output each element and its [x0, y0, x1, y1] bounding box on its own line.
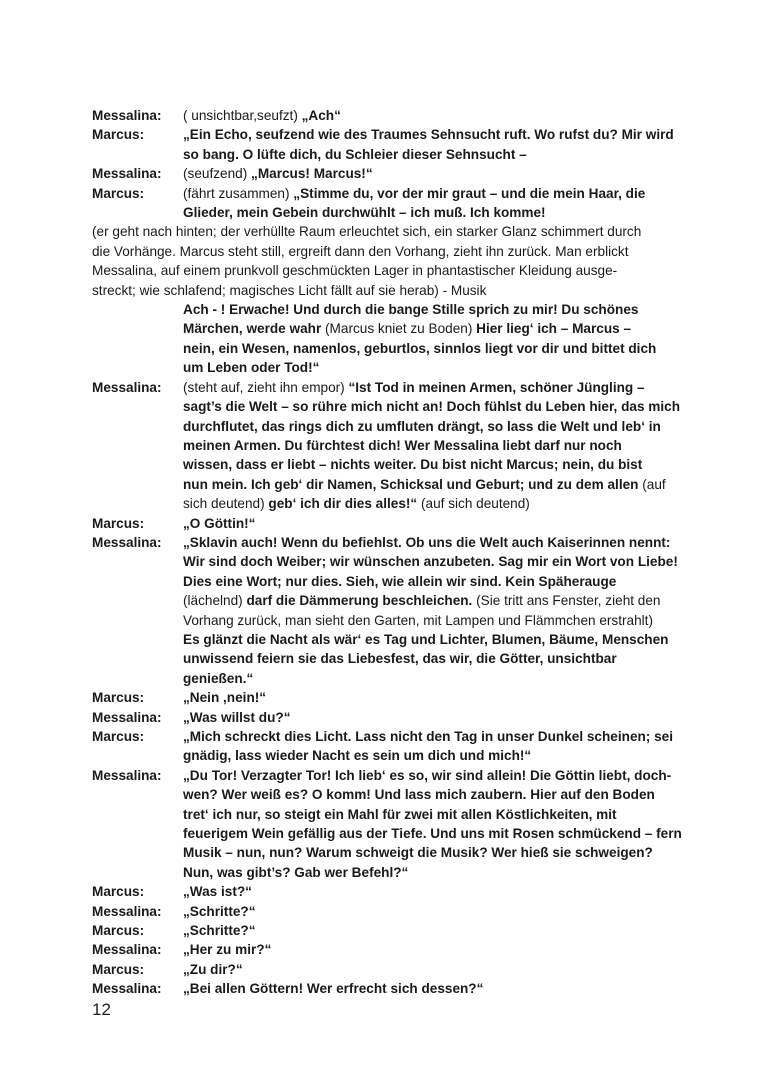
spoken-text: Musik – nun, nun? Warum schweigt die Musik? Wer hieß sie schweigen?: [183, 845, 653, 861]
line-text: [183, 824, 692, 843]
dialogue-line: [92, 203, 692, 222]
line-text: [183, 436, 692, 455]
stage-direction: (Sie tritt ans Fenster, zieht den: [476, 593, 661, 609]
spoken-text: meinen Armen. Du fürchtest dich! Wer Messalina liebt darf nur noch: [183, 437, 622, 453]
spoken-text: sagt’s die Welt – so rühre mich nicht an! Doch fühlst du Leben hier, das mich: [183, 399, 681, 415]
spoken-text: Märchen, werde wahr: [183, 321, 326, 337]
line-text: [183, 164, 692, 183]
spoken-text: „Zu dir?“: [183, 961, 243, 977]
dialogue-line: [92, 145, 692, 164]
dialogue-line: [92, 785, 692, 804]
spoken-text: geb‘ ich dir dies alles!“: [268, 496, 422, 512]
stage-direction: (seufzend): [183, 166, 252, 182]
line-text: [183, 591, 692, 610]
line-text: [183, 940, 692, 959]
dialogue-line: [92, 300, 692, 319]
stage-direction-line: [92, 281, 692, 300]
dialogue-line: [92, 824, 692, 843]
line-text: [183, 746, 692, 765]
stage-direction: Vorhang zurück, man sieht den Garten, mit Lampen und Flämmchen erstrahlt): [183, 612, 653, 628]
spoken-text: gnädig, lass wieder Nacht es sein um dich und mich!“: [183, 748, 532, 764]
dialogue-line: [92, 417, 692, 436]
dialogue-line: [92, 746, 692, 765]
stage-direction: (er geht nach hinten; der verhüllte Raum erleuchtet sich, ein starker Glanz schimmert durch: [92, 224, 642, 240]
speaker-name: Marcus:: [92, 923, 145, 939]
dialogue-line: [92, 843, 692, 862]
spoken-text: Glieder, mein Gebein durchwühlt – ich muß. Ich komme!: [183, 205, 546, 221]
spoken-text: genießen.“: [183, 670, 254, 686]
spoken-text: „Nein ,nein!“: [183, 690, 267, 706]
line-text: [183, 727, 692, 746]
spoken-text: „Was willst du?“: [183, 709, 291, 725]
spoken-text: „Ach“: [301, 108, 341, 123]
line-text: [183, 397, 692, 416]
spoken-text: feuerigem Wein gefällig aus der Tiefe. Und uns mit Rosen schmückend – fern: [183, 826, 682, 842]
line-text: [92, 242, 692, 261]
line-text: [183, 417, 692, 436]
dialogue-line: [92, 940, 692, 959]
stage-direction: Messalina, auf einem prunkvoll geschmückten Lager in phantastischer Kleidung ausge-: [92, 263, 618, 279]
line-text: [183, 766, 692, 785]
dialogue-line: [92, 397, 692, 416]
dialogue-line: [92, 358, 692, 377]
dialogue-line: [92, 572, 692, 591]
stage-direction: (fährt zusammen): [183, 185, 294, 201]
spoken-text: Ach - ! Erwache! Und durch die bange Stille sprich zu mir! Du schönes: [183, 302, 639, 318]
spoken-text: „Schritte?“: [183, 923, 256, 939]
stage-direction: (auf: [642, 476, 666, 492]
line-text: [183, 921, 692, 940]
dialogue-line: [92, 611, 692, 630]
line-text: [183, 785, 692, 804]
stage-direction: ( unsichtbar,seufzt): [183, 108, 302, 123]
dialogue-line: [92, 494, 692, 513]
speaker-name: Marcus:: [92, 884, 145, 900]
spoken-text: „Stimme du, vor der mir graut – und die mein Haar, die: [293, 185, 646, 201]
spoken-text: nun mein. Ich geb‘ dir Namen, Schicksal und Geburt; und zu dem allen: [183, 476, 643, 492]
line-text: [183, 611, 692, 630]
spoken-text: tret‘ ich nur, so steigt ein Mahl für zwei mit allen Köstlichkeiten, mit: [183, 806, 617, 822]
line-text: [92, 261, 692, 280]
speaker-name: Messalina:: [92, 767, 162, 783]
line-text: [183, 979, 692, 998]
speaker-name: Messalina:: [92, 166, 162, 182]
line-text: [183, 960, 692, 979]
spoken-text: um Leben oder Tod!“: [183, 360, 320, 376]
speaker-name: Messalina:: [92, 903, 162, 919]
speaker-name: Messalina:: [92, 709, 162, 725]
dialogue-line: [92, 630, 692, 649]
document-page: [92, 106, 692, 999]
line-text: [183, 514, 692, 533]
spoken-text: unwissend feiern sie das Liebesfest, das wir, die Götter, unsichtbar: [183, 651, 617, 667]
spoken-text: „Her zu mir?“: [183, 942, 272, 958]
dialogue-line: [92, 591, 692, 610]
line-text: [183, 805, 692, 824]
line-text: [183, 339, 692, 358]
line-text: [183, 863, 692, 882]
dialogue-line: [92, 339, 692, 358]
dialogue-line: [92, 863, 692, 882]
spoken-text: „O Göttin!“: [183, 515, 256, 531]
spoken-text: Wir sind doch Weiber; wir wünschen anzubeten. Sag mir ein Wort von Liebe!: [183, 554, 678, 570]
line-text: [92, 222, 692, 241]
speaker-name: Marcus:: [92, 961, 145, 977]
stage-direction: (lächelnd): [183, 593, 247, 609]
line-text: [183, 552, 692, 571]
speaker-name: Marcus:: [92, 729, 145, 744]
dialogue-line: [92, 552, 692, 571]
dialogue-line: [92, 766, 692, 785]
spoken-text: „Marcus! Marcus!“: [251, 166, 373, 182]
line-text: [183, 358, 692, 377]
speaker-name: Marcus:: [92, 185, 145, 201]
speaker-name: Messalina:: [92, 981, 162, 997]
page-number: 12: [92, 1000, 111, 1019]
dialogue-line: [92, 378, 692, 397]
spoken-text: nein, ein Wesen, namenlos, geburtlos, sinnlos liegt vor dir und bittet dich: [183, 340, 657, 356]
line-text: [183, 145, 692, 164]
spoken-text: darf die Dämmerung beschleichen.: [246, 593, 477, 609]
dialogue-line: [92, 708, 692, 727]
dialogue-line: [92, 533, 692, 552]
dialogue-line: [92, 669, 692, 688]
spoken-text: wissen, dass er liebt – nichts weiter. Du bist nicht Marcus; nein, du bist: [183, 457, 643, 473]
line-text: [183, 902, 692, 921]
dialogue-line: [92, 727, 692, 746]
spoken-text: Nun, was gibt’s? Gab wer Befehl?“: [183, 864, 409, 880]
speaker-name: Messalina:: [92, 942, 162, 958]
line-text: [183, 572, 692, 591]
line-text: [183, 319, 692, 338]
spoken-text: Hier lieg‘ ich – Marcus –: [476, 321, 632, 337]
line-text: [92, 281, 692, 300]
speaker-name: Messalina:: [92, 534, 162, 550]
spoken-text: durchflutet, das rings dich zu umfluten drängt, so lass die Welt und leb‘ in: [183, 418, 661, 434]
line-text: [183, 203, 692, 222]
speaker-name: Messalina:: [92, 379, 162, 395]
stage-direction-line: [92, 261, 692, 280]
line-text: [183, 708, 692, 727]
stage-direction: (Marcus kniet zu Boden): [325, 321, 477, 337]
dialogue-line: [92, 125, 692, 144]
line-text: [183, 378, 692, 397]
stage-direction-line: [92, 242, 692, 261]
spoken-text: „Schritte?“: [183, 903, 256, 919]
spoken-text: „Du Tor! Verzagter Tor! Ich lieb‘ es so, wir sind allein! Die Göttin liebt, doch-: [183, 767, 672, 783]
dialogue-line: [92, 649, 692, 668]
spoken-text: „Was ist?“: [183, 884, 252, 900]
stage-direction: (auf sich deutend): [421, 496, 530, 512]
stage-direction: sich deutend): [183, 496, 269, 512]
line-text: [183, 106, 692, 125]
dialogue-line: [92, 960, 692, 979]
speaker-name: Marcus:: [92, 690, 145, 706]
spoken-text: „Ein Echo, seufzend wie des Traumes Sehnsucht ruft. Wo rufst du? Mir wird: [183, 127, 674, 143]
dialogue-line: [92, 514, 692, 533]
stage-direction: streckt; wie schlafend; magisches Licht fällt auf sie herab) - Musik: [92, 282, 487, 298]
line-text: [183, 475, 692, 494]
line-text: [183, 455, 692, 474]
line-text: [183, 882, 692, 901]
line-text: [183, 688, 692, 707]
line-text: [183, 669, 692, 688]
speaker-name: Marcus:: [92, 515, 145, 531]
dialogue-line: [92, 455, 692, 474]
spoken-text: „Mich schreckt dies Licht. Lass nicht den Tag in unser Dunkel scheinen; sei: [183, 729, 674, 744]
stage-direction: die Vorhänge. Marcus steht still, ergreift dann den Vorhang, zieht ihn zurück. Man erblickt: [92, 243, 629, 259]
dialogue-line: [92, 688, 692, 707]
dialogue-line: [92, 979, 692, 998]
dialogue-line: [92, 436, 692, 455]
dialogue-line: [92, 921, 692, 940]
dialogue-line: [92, 805, 692, 824]
line-text: [183, 630, 692, 649]
dialogue-line: [92, 475, 692, 494]
dialogue-line: [92, 184, 692, 203]
line-text: [183, 494, 692, 513]
line-text: [183, 843, 692, 862]
line-text: [183, 300, 692, 319]
line-text: [183, 649, 692, 668]
spoken-text: „Bei allen Göttern! Wer erfrecht sich dessen?“: [183, 981, 484, 997]
stage-direction-line: [92, 222, 692, 241]
spoken-text: Dies eine Wort; nur dies. Sieh, wie allein wir sind. Kein Späherauge: [183, 573, 617, 589]
spoken-text: „Sklavin auch! Wenn du befiehlst. Ob uns die Welt auch Kaiserinnen nennt:: [183, 534, 671, 550]
line-text: [183, 184, 692, 203]
stage-direction: (steht auf, zieht ihn empor): [183, 379, 349, 395]
spoken-text: Es glänzt die Nacht als wär‘ es Tag und Lichter, Blumen, Bäume, Menschen: [183, 631, 669, 647]
dialogue-line: [92, 164, 692, 183]
speaker-name: Marcus:: [92, 127, 145, 143]
line-text: [183, 533, 692, 552]
line-text: [183, 125, 692, 144]
dialogue-line: [92, 319, 692, 338]
dialogue-line: [92, 106, 692, 125]
spoken-text: wen? Wer weiß es? O komm! Und lass mich zaubern. Hier auf den Boden: [183, 787, 655, 803]
spoken-text: “Ist Tod in meinen Armen, schöner Jüngling –: [348, 379, 645, 395]
spoken-text: so bang. O lüfte dich, du Schleier dieser Sehnsucht –: [183, 146, 527, 162]
dialogue-line: [92, 902, 692, 921]
dialogue-line: [92, 882, 692, 901]
speaker-name: Messalina:: [92, 108, 162, 123]
